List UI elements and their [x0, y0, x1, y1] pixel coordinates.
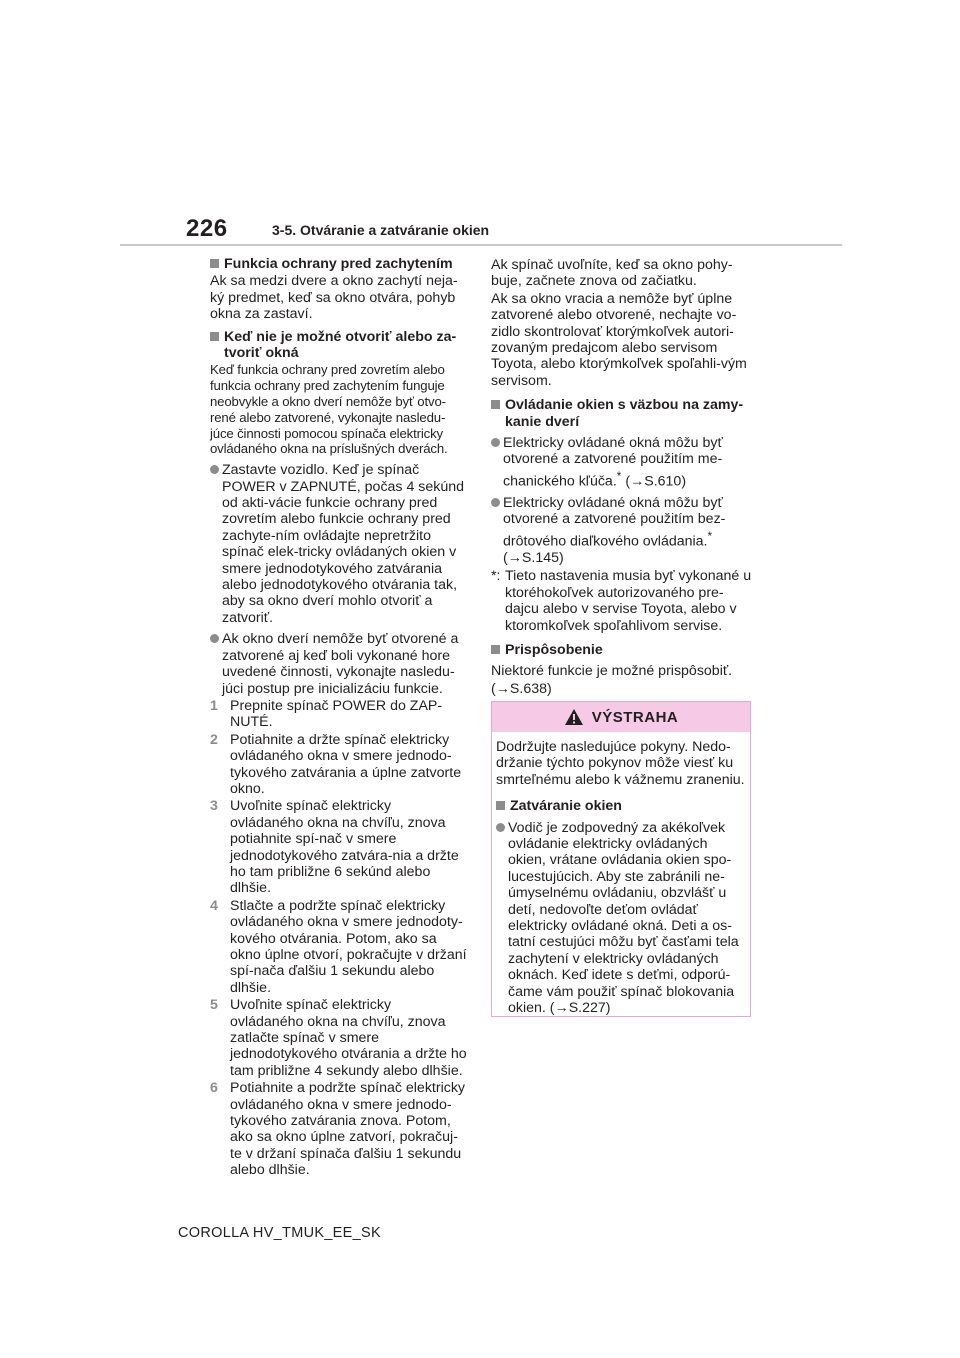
chapter-title: 3-5. Otváranie a zatváranie okien — [272, 222, 490, 238]
square-bullet-icon — [491, 397, 501, 430]
step-text: Potiahnite a podržte spínač elektricky ovládaného okna v smere jednodo-tykového zatvárania znova. Potom, ako sa okno úplne zatvorí, pokračuj-te v držaní spínača ďalšiu 1 sekundu alebo dlhšie. — [230, 1080, 466, 1179]
footnote-text: Tieto nastavenia musia byť vykonané u ktoréhokoľvek autorizovaného pre-dajcu alebo v servise Toyota, alebo v ktoromkoľvek spoľahlivom servise. — [505, 568, 752, 634]
footnote-mark: *: — [491, 568, 501, 585]
page-reference[interactable]: (→S.638) — [491, 680, 552, 697]
step-number: 5 — [210, 997, 218, 1014]
footnote — [491, 568, 753, 634]
left-column — [210, 256, 468, 1179]
warning-title: VÝSTRAHA — [591, 708, 679, 726]
step-number: 3 — [210, 798, 218, 815]
header-divider — [120, 244, 842, 246]
section-heading-text: Funkcia ochrany pred zachytením — [224, 256, 453, 272]
section-heading-text: Keď nie je možné otvoriť alebo za-tvoriť okná — [224, 328, 457, 362]
section-heading — [210, 329, 468, 362]
list-item — [491, 495, 753, 566]
warning-box — [491, 701, 751, 1017]
step-text: Stlačte a podržte spínač elektricky ovládaného okna v smere jednodoty-kového otvárania. Potom, ako sa okno úplne otvorí, pokračujte v držaní spí-nača ďalšiu 1 sekundu alebo dlhšie. — [230, 897, 467, 996]
list-item-text: Zastavte vozidlo. Keď je spínač POWER v ZAPNUTÉ, počas 4 sekúnd od akti-vácie funkcie ochrany pred zovretím alebo funkcie ochrany pred zachyte-ním ovládajte nepretržito spínač elek-tricky ovládaných okien v smere jednodotykového zatvárania alebo jednodotykového otvárania tak, aby sa okno dverí mohlo otvoriť a zatvoriť. — [222, 462, 465, 626]
list-item — [496, 820, 746, 1017]
warning-body — [492, 732, 750, 1017]
round-bullet-icon — [496, 820, 508, 1017]
page-number: 226 — [186, 215, 228, 242]
list-item-text — [503, 495, 753, 566]
square-bullet-icon — [210, 256, 220, 272]
step-text: Prepnite spínač POWER do ZAP-NUTÉ. — [230, 697, 443, 731]
section-heading-text: Zatváranie okien — [510, 798, 622, 815]
step-number: 2 — [210, 731, 218, 748]
page-reference[interactable]: (→S.610) — [625, 473, 687, 490]
footer-model-code: COROLLA HV_TMUK_EE_SK — [178, 1225, 381, 1241]
list-item-body: Elektricky ovládané okná môžu byť otvorené a zatvorené použitím me-chanického kľúča. — [503, 435, 723, 490]
square-bullet-icon — [496, 798, 506, 814]
square-bullet-icon — [210, 329, 220, 362]
warning-triangle-icon — [564, 708, 584, 726]
step-item — [210, 997, 468, 1079]
round-bullet-icon — [491, 495, 503, 566]
list-item — [210, 631, 468, 697]
section-heading — [491, 397, 753, 430]
paragraph: Ak spínač uvoľníte, keď sa okno pohy-buje, začnete znova od začiatku. — [491, 257, 733, 290]
paragraph: Ak sa medzi dvere a okno zachytí neja-ký predmet, keď sa okno otvára, pohyb okna za zastaví. — [210, 273, 458, 323]
step-item — [210, 1080, 468, 1178]
round-bullet-icon — [491, 435, 503, 490]
list-item-text: Ak okno dverí nemôže byť otvorené a zatvorené aj keď boli vykonané hore uvedené činnosti, vykonajte nasledu-júci postup pre inicializáciu funkcie. — [222, 631, 459, 697]
paragraph: Keď funkcia ochrany pred zovretím alebo funkcia ochrany pred zachytením funguje neobvykle a okno dverí nemôže byť otvo-rené alebo zatvorené, vykonajte nasledu-júce činnosti pomocou spínača elektricky ovládaného okna na príslušných dverách. — [210, 362, 448, 457]
footnote-marker: * — [616, 468, 622, 483]
list-item-body: Elektricky ovládané okná môžu byť otvorené a zatvorené použitím bez-drôtového diaľkového ovládania. — [503, 495, 726, 550]
step-number: 1 — [210, 697, 218, 714]
list-item — [491, 435, 753, 490]
warning-header — [492, 702, 750, 732]
warning-intro: Dodržujte nasledujúce pokyny. Nedo-držanie týchto pokynov môže viesť ku smrteľnému alebo k vážnemu zraneniu. — [496, 739, 745, 788]
step-text: Uvoľnite spínač elektricky ovládaného okna na chvíľu, znova potiahnite spí-nač v smere jednodotykového zatvára-nia a držte ho tam približne 6 sekúnd alebo dlhšie. — [230, 798, 459, 897]
step-item — [210, 732, 468, 798]
list-item — [210, 462, 468, 626]
section-heading-text: Ovládanie okien s väzbou na zamy-kanie dverí — [505, 397, 744, 430]
right-column — [491, 256, 753, 697]
step-item — [210, 698, 468, 731]
list-item-text — [503, 435, 753, 490]
step-number: 4 — [210, 897, 218, 914]
step-number: 6 — [210, 1080, 218, 1097]
paragraph: Niektoré funkcie je možné prispôsobiť. — [491, 663, 733, 680]
section-heading — [210, 256, 468, 272]
round-bullet-icon — [210, 462, 222, 626]
page-reference[interactable]: (→S.145) — [503, 549, 564, 566]
list-item-text: Vodič je zodpovedný za akékoľvek ovládanie elektricky ovládaných okien, vrátane ovládania okien spo-lucestujúcich. Aby ste zabránili ne-úmyselnému ovládaniu, obzvlášť u detí, nedovoľte deťom ovládať elektricky ovládané okná. Deti a os-tatní cestujúci môžu byť časťami tela zachytení v elektricky ovládaných oknách. Keď idete s deťmi, odporú-čame vám použiť spínač blokovania okien. (→S.227) — [508, 819, 739, 1017]
step-text: Potiahnite a držte spínač elektricky ovládaného okna v smere jednodo-tykového zatvárania a úplne zatvorte okno. — [230, 731, 462, 797]
paragraph: Ak sa okno vracia a nemôže byť úplne zatvorené alebo otvorené, nechajte vo-zidlo skontrolovať ktorýmkoľvek autori-zovaným predajcom alebo servisom Toyota, alebo ktorýmkoľvek spoľahli-vým servisom. — [491, 290, 747, 389]
step-item — [210, 898, 468, 996]
section-heading — [496, 798, 746, 814]
square-bullet-icon — [491, 642, 501, 658]
round-bullet-icon — [210, 631, 222, 697]
section-heading — [491, 642, 753, 658]
step-item — [210, 798, 468, 896]
step-text: Uvoľnite spínač elektricky ovládaného okna na chvíľu, znova zatlačte spínač v smere jednodotykového otvárania a držte ho tam približne 4 sekundy alebo dlhšie. — [230, 997, 467, 1079]
footnote-marker: * — [707, 528, 713, 543]
section-heading-text: Prispôsobenie — [505, 642, 603, 658]
